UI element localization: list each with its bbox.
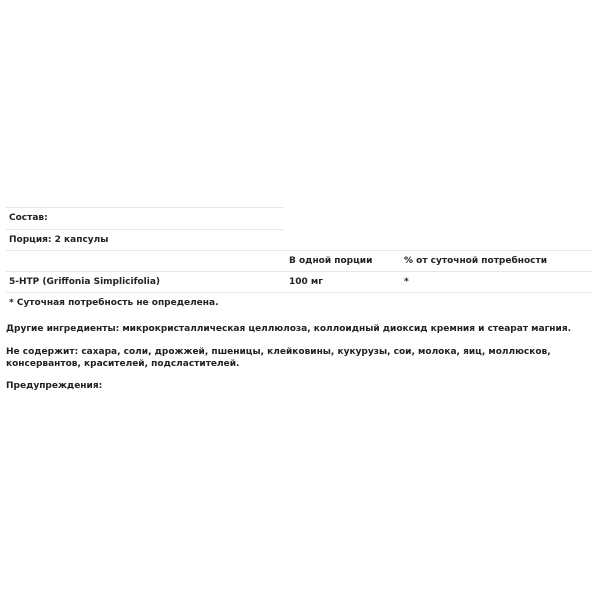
serving-size: Порция: 2 капсулы <box>9 235 109 245</box>
header-per-serving: В одной порции <box>289 256 373 266</box>
warnings-title: Предупреждения: <box>6 381 103 391</box>
other-ingredients: Другие ингредиенты: микрокристаллическая целлюлоза, коллоидный диоксид кремния и стеарат магния. <box>6 324 572 334</box>
header-daily-value: % от суточной потребности <box>404 256 548 266</box>
footnote: * Суточная потребность не определена. <box>9 298 219 308</box>
divider <box>6 271 592 272</box>
ingredient-amount: 100 мг <box>289 277 323 287</box>
divider <box>6 229 284 230</box>
ingredient-name: 5-HTP (Griffonia Simplicifolia) <box>9 277 161 287</box>
divider <box>6 292 592 293</box>
divider <box>6 250 592 251</box>
divider <box>6 207 284 208</box>
does-not-contain: Не содержит: сахара, соли, дрожжей, пшеницы, клейковины, кукурузы, сои, молока, яиц, моллюсков, консервантов, красителей, подсластителей. <box>6 347 551 369</box>
ingredient-daily-value: * <box>404 277 409 287</box>
composition-title: Состав: <box>9 213 48 223</box>
